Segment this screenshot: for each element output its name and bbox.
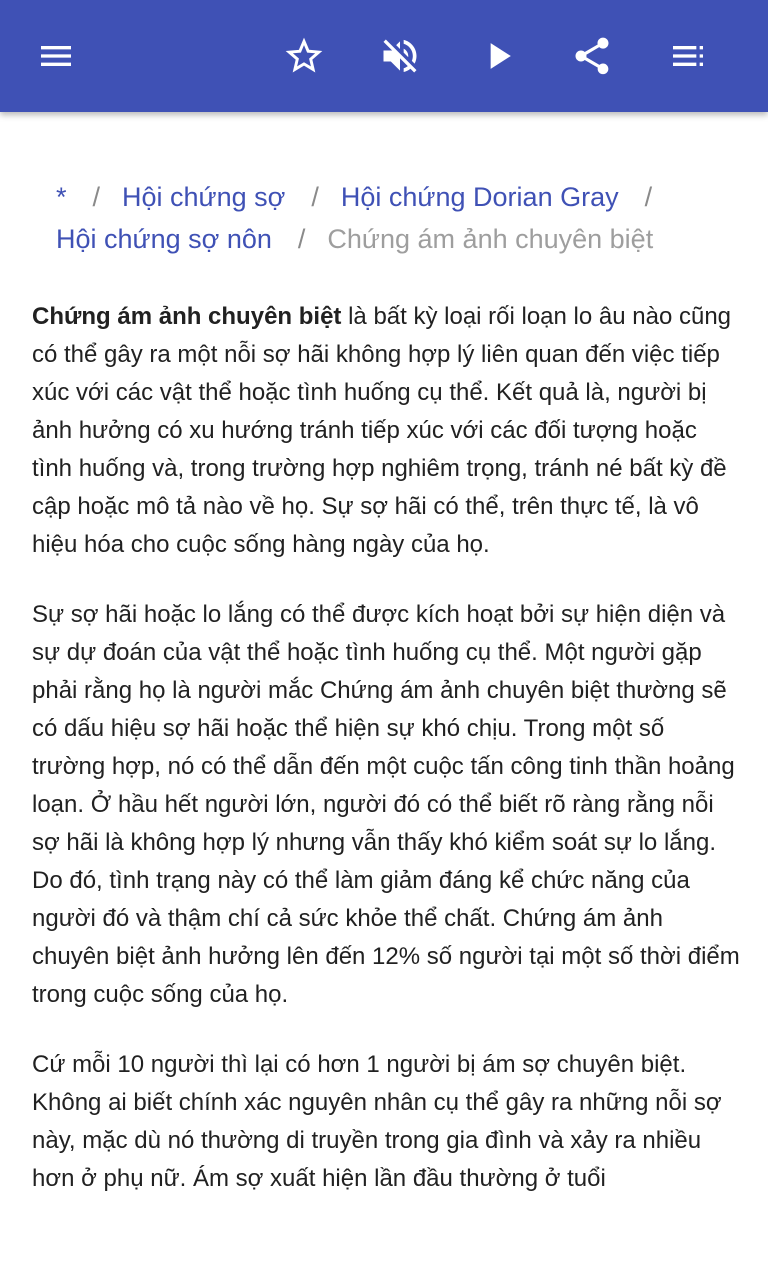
share-button[interactable] [564,28,620,84]
article-content [0,112,768,1280]
app-toolbar [0,0,768,112]
share-icon [570,34,614,78]
paragraph-1 [32,298,740,564]
menu-icon [36,36,76,76]
breadcrumb-item-dorian-gray[interactable]: Hội chứng Dorian Gray [340,182,619,212]
breadcrumb-separator: / [311,182,319,212]
breadcrumb-separator: / [297,224,306,254]
article-term: Chứng ám ảnh chuyên biệt [32,303,342,330]
paragraph-3: Cứ mỗi 10 người thì lại có hơn 1 người bị ám sợ chuyên biệt. Không ai biết chính xác nguyên nhân cụ thể gây ra những nỗi sợ này, mặc dù nó thường di truyền trong gia đình và xảy ra nhiều hơn ở phụ nữ. Ám sợ xuất hiện lần đầu thường ở tuổi [32,1051,722,1192]
breadcrumb-item-root[interactable]: * [56,182,67,212]
paragraph-1-text: là bất kỳ loại rối loạn lo âu nào cũng có thể gây ra một nỗi sợ hãi không hợp lý liên quan đến việc tiếp xúc với các vật thể hoặc tình huống cụ thể. Kết quả là, người bị ảnh hưởng có xu hướng tránh tiếp xúc với các đối tượng hoặc tình huống và, trong trường hợp nghiêm trọng, tránh né bất kỳ đề cập hoặc mô tả nào về họ. Sự sợ hãi có thể, trên thực tế, là vô hiệu hóa cho cuộc sống hàng ngày của họ. [32,303,732,558]
volume-off-icon [378,34,422,78]
breadcrumb-item-phobia[interactable]: Hội chứng sợ [122,182,286,212]
breadcrumb [56,176,716,260]
menu-button[interactable] [28,28,84,84]
breadcrumb-separator: / [644,182,653,212]
paragraph-2: Sự sợ hãi hoặc lo lắng có thể được kích hoạt bởi sự hiện diện và sự dự đoán của vật thể hoặc tình huống cụ thể. Một người gặp phải rằng họ là người mắc Chứng ám ảnh chuyên biệt thường sẽ có dấu hiệu sợ hãi hoặc thể hiện sự khó chịu. Trong một số trường hợp, nó có thể dẫn đến một cuộc tấn công tinh thần hoảng loạn. Ở hầu hết người lớn, người đó có thể biết rõ ràng rằng nỗi sợ hãi là không hợp lý nhưng vẫn thấy khó kiểm soát sự lo lắng. Do đó, tình trạng này có thể làm giảm đáng kể chức năng của người đó và thậm chí cả sức khỏe thể chất. Chứng ám ảnh chuyên biệt ảnh hưởng lên đến 12% số người tại một số thời điểm trong cuộc sống của họ. [32,601,740,1008]
breadcrumb-separator: / [92,182,101,212]
bookmark-button[interactable] [276,28,332,84]
star-outline-icon [282,34,326,78]
list-icon [668,36,708,76]
play-icon [476,34,520,78]
mute-button[interactable] [372,28,428,84]
play-button[interactable] [470,28,526,84]
breadcrumb-item-emetophobia[interactable]: Hội chứng sợ nôn [56,224,272,254]
breadcrumb-current: Chứng ám ảnh chuyên biệt [327,224,654,254]
table-of-contents-button[interactable] [660,28,716,84]
article-body [32,298,740,1230]
